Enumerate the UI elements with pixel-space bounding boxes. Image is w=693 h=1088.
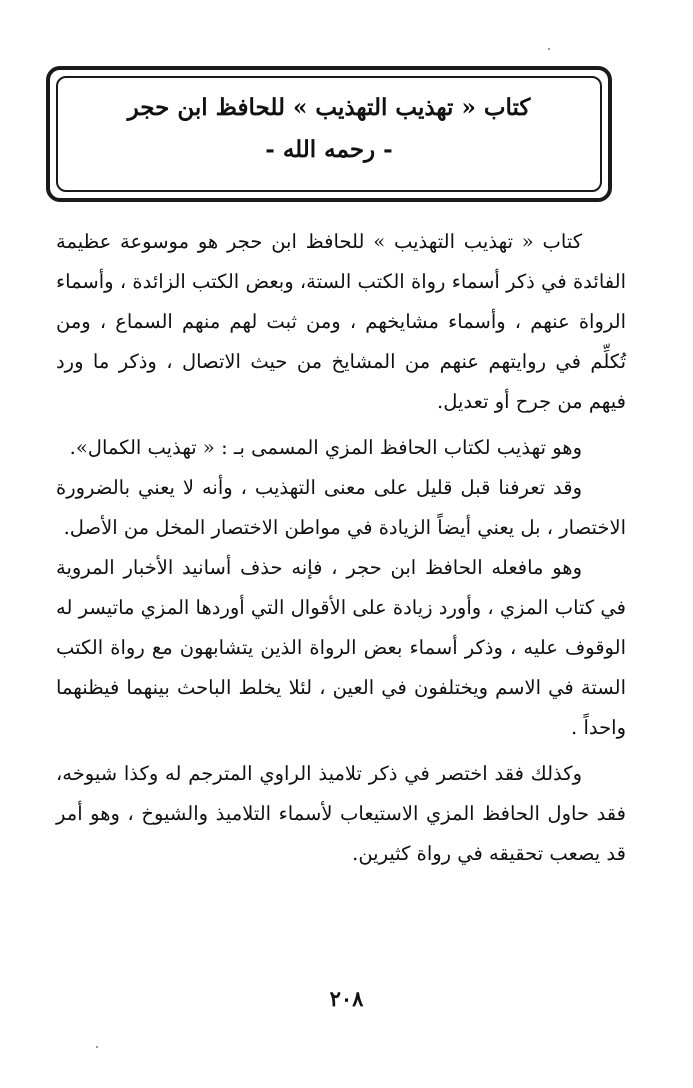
paragraph-5: وكذلك فقد اختصر في ذكر تلاميذ الراوي المترجم له وكذا شيوخه، فقد حاول الحافظ المزي الاستيعاب لأسماء التلاميذ والشيوخ ، وهو أمر قد يصعب تحقيقه في رواة كثيرين. bbox=[56, 762, 626, 865]
paragraph-3: وقد تعرفنا قبل قليل على معنى التهذيب ، وأنه لا يعني بالضرورة الاختصار ، بل يعني أيضاً الزيادة في مواطن الاختصار المخل من الأصل. bbox=[56, 476, 626, 539]
page-number: ٢٠٨ bbox=[329, 986, 364, 1011]
title-box bbox=[46, 66, 612, 202]
chapter-subtitle: - رحمه الله - bbox=[265, 136, 393, 163]
body-text bbox=[56, 222, 626, 874]
chapter-title: كتاب « تهذيب التهذيب » للحافظ ابن حجر bbox=[127, 94, 531, 121]
paragraph-2: وهو تهذيب لكتاب الحافظ المزي المسمى بـ : « تهذيب الكمال». bbox=[69, 436, 582, 459]
scan-speck bbox=[96, 1046, 98, 1048]
scan-speck bbox=[548, 48, 550, 50]
paragraph-1: كتاب « تهذيب التهذيب » للحافظ ابن حجر هو موسوعة عظيمة الفائدة في ذكر أسماء رواة الكتب الستة، وبعض الكتب الزائدة ، وأسماء الرواة عنهم ، وأسماء مشايخهم ، ومن ثبت لهم منهم السماع ، ومن تُكلِّم في روايتهم عنهم من المشايخ من حيث الاتصال ، وذكر ما ورد فيهم من جرح أو تعديل. bbox=[56, 230, 626, 413]
paragraph-4: وهو مافعله الحافظ ابن حجر ، فإنه حذف أسانيد الأخبار المروية في كتاب المزي ، وأورد زيادة على الأقوال التي أوردها المزي ماتيسر له الوقوف عليه ، وذكر أسماء بعض الرواة الذين يتشابهون مع رواة الكتب الستة في الاسم ويختلفون في العين ، لئلا يخلط الباحث بينهما فيظنهما واحداً . bbox=[56, 556, 626, 739]
